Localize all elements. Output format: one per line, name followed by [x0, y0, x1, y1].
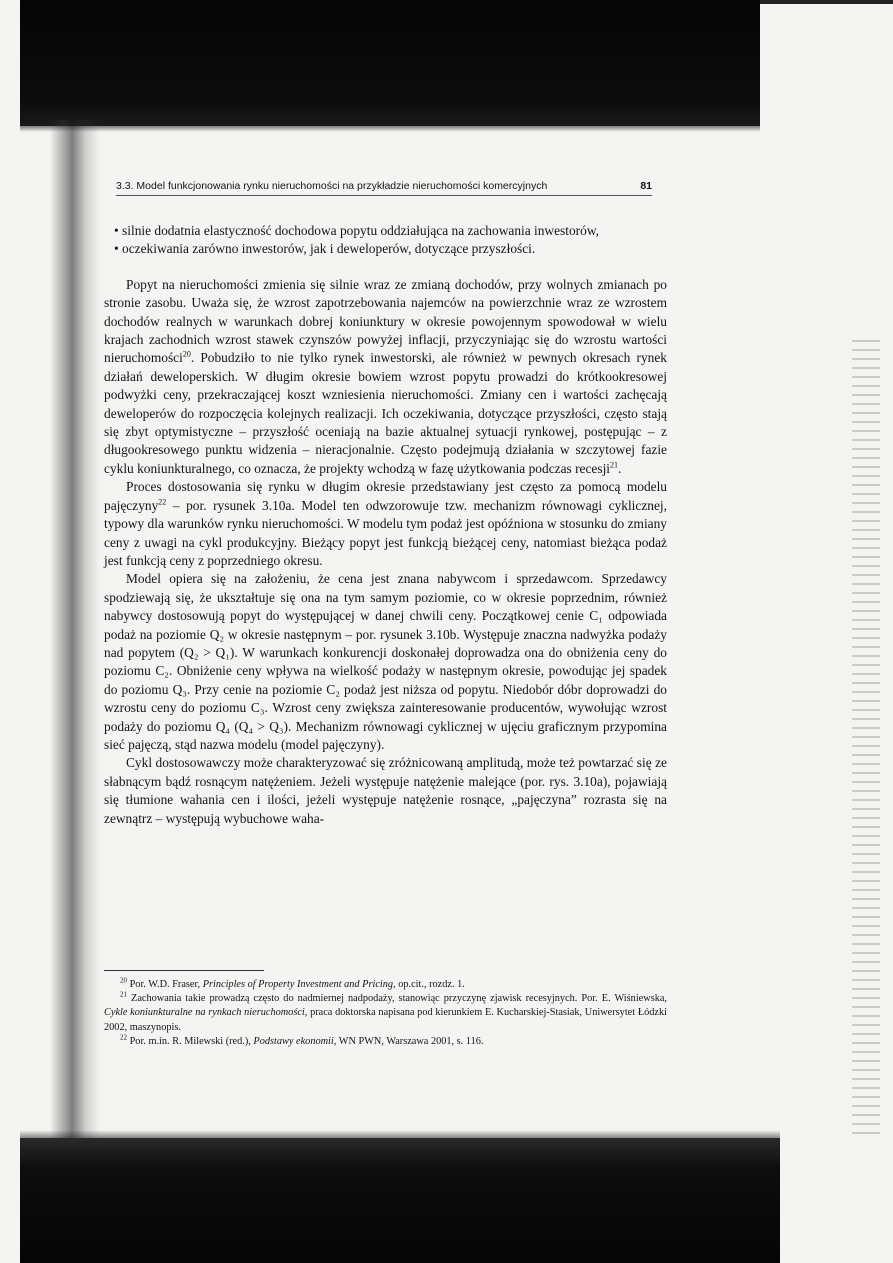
- paragraph: [104, 478, 667, 570]
- footnote-text: Por. W.D. Fraser,: [127, 979, 203, 990]
- footnotes: [104, 976, 667, 1049]
- paragraph: Model opiera się na założeniu, że cena jest znana nabywcom i sprzedawcom. Sprzedawcy spodziewają się, że ukształtuje się ona na tym samym poziomie, co w okresie poprzednim, również nabywcy dostosowują popyt do występującej w danej chwili ceny. Początkowej cenie C₁ odpowiada podaż na poziomie Q₂ w okresie następnym – por. rysunek 3.10b. Występuje znaczna nadwyżka podaży nad popytem (Q₂ > Q₁). W warunkach konkurencji doskonałej doprowadza ona do obniżenia ceny do poziomu C₂. Obniżenie ceny wpływa na wielkość podaży w następnym okresie, powodując jej spadek do poziomu Q₃. Przy cenie na poziomie C₂ podaż jest niższa od popytu. Niedobór dóbr doprowadzi do wzrostu ceny do poziomu C₃. Wzrost ceny zwiększa zainteresowanie producentów, wywołując wzrost podaży do poziomu Q₄ (Q₄ > Q₃). Mechanizm równowagi cyklicznej w ujęciu graficznym przypomina sieć pajęczą, stąd nazwa modelu (model pajęczyny).: [104, 571, 667, 752]
- footnote-ref: 22: [158, 497, 167, 507]
- page-number: 81: [640, 180, 652, 192]
- footnote: [104, 1035, 667, 1049]
- paragraph: [104, 276, 667, 478]
- footnote-title: Podstawy ekonomii: [253, 1035, 334, 1047]
- footnote-ref: 21: [610, 460, 619, 470]
- footnote-ref: 20: [182, 349, 191, 359]
- bullet-item: • silnie dodatnia elastyczność dochodowa popytu oddziałująca na zachowania inwestorów,: [114, 223, 599, 238]
- footnote-title: Cykle koniunkturalne na rynkach nieruchomości: [104, 1007, 305, 1019]
- header-title: 3.3. Model funkcjonowania rynku nieruchomości na przykładzie nieruchomości komercyjnych: [116, 180, 548, 192]
- page-body: [104, 222, 667, 828]
- footnote-number: 21: [120, 990, 127, 999]
- footnote-title: Principles of Property Investment and Pricing: [202, 979, 394, 990]
- running-header: [116, 180, 652, 196]
- footnote-text: , op.cit., rozdz. 1.: [393, 979, 465, 990]
- footnote-text: , praca doktorska napisana pod kierunkiem E. Kucharskiej-Stasiak, Uniwersytet Łódzki 2002, maszynopis.: [104, 1007, 668, 1033]
- paragraph: Cykl dostosowawczy może charakteryzować się zróżnicowaną amplitudą, może też powtarzać się ze słabnącym bądź rosnącym natężeniem. Jeżeli występuje natężenie malejące (por. rys. 3.10a), pojawiają się tłumione wahania cen i ilości, jeżeli występuje natężenie rosnące, „pajęczyna” rozrasta się na zewnątrz – występują wybuchowe waha-: [104, 755, 667, 826]
- footnote-text: , WN PWN, Warszawa 2001, s. 116.: [333, 1035, 484, 1047]
- footnote-text: Por. m.in. R. Milewski (red.),: [127, 1035, 254, 1047]
- scan-noise-right: [852, 340, 880, 1140]
- footnote: [104, 978, 667, 992]
- paragraph-text: – por. rysunek 3.10a. Model ten odwzorowuje tzw. mechanizm równowagi cyklicznej, typowy dla warunków rynku nieruchomości. W modelu tym podaż jest opóźniona w stosunku do zmiany ceny z uwagi na cykl produkcyjny. Bieżący popyt jest funkcją bieżącej ceny, natomiast bieżąca podaż jest funkcją ceny z poprzedniego okresu.: [104, 497, 667, 568]
- footnote-divider: [104, 970, 264, 971]
- footnote-text: Zachowania takie prowadzą często do nadmiernej nadpodaży, stanowiąc przyczynę zjawisk recesyjnych. Por. E. Wiśniewska,: [127, 993, 667, 1005]
- footnote: [104, 992, 667, 1035]
- scan-edge-top-right: [760, 0, 893, 4]
- paragraph-text: . Pobudziło to nie tylko rynek inwestorski, ale również w pewnych okresach rynek działań deweloperskich. W długim okresie bowiem wzrost popytu prowadzi do krótkookresowej podwyżki ceny, przekraczającej koszt wzniesienia nieruchomości. Zmiany cen i wartości zachęcają deweloperów do rozpoczęcia kolejnych realizacji. Ich oczekiwania, dotyczące przyszłości, często stają się zbyt optymistyczne – przyszłość oceniają na bazie aktualnej sytuacji rynkowej, postępując – z długookresowego punktu widzenia – nieracjonalnie. Często podejmują działania w szczytowej fazie cyklu koniunkturalnego, co oznacza, że projekty wchodzą w fazę użytkowania podczas recesji: [104, 350, 667, 476]
- paragraph-text: .: [618, 460, 622, 476]
- footnote-number: 22: [120, 1033, 127, 1042]
- scan-shadow-left: [0, 120, 100, 1150]
- paragraph-text: Popyt na nieruchomości zmienia się silnie wraz ze zmianą dochodów, przy wolnych zmianach po stronie zasobu. Uważa się, że wzrost zapotrzebowania najemców na powierzchnie wraz ze wzrostem dochodów realnych w warunkach dobrej koniunktury w okresie powojennym spowodował w wielu krajach zachodnich wzrost stawek czynszów powyżej inflacji, przyczyniając się do wzrostu wartości nieruchomości: [104, 276, 667, 366]
- bullet-item: • oczekiwania zarówno inwestorów, jak i deweloperów, dotyczące przyszłości.: [114, 241, 536, 257]
- paragraph-text: Proces dostosowania się rynku w długim okresie przedstawiany jest często za pomocą modelu pajęczyny: [104, 479, 667, 513]
- footnote-number: 20: [120, 976, 127, 985]
- scan-shadow-top: [20, 0, 760, 126]
- scan-shadow-bottom: [20, 1138, 780, 1263]
